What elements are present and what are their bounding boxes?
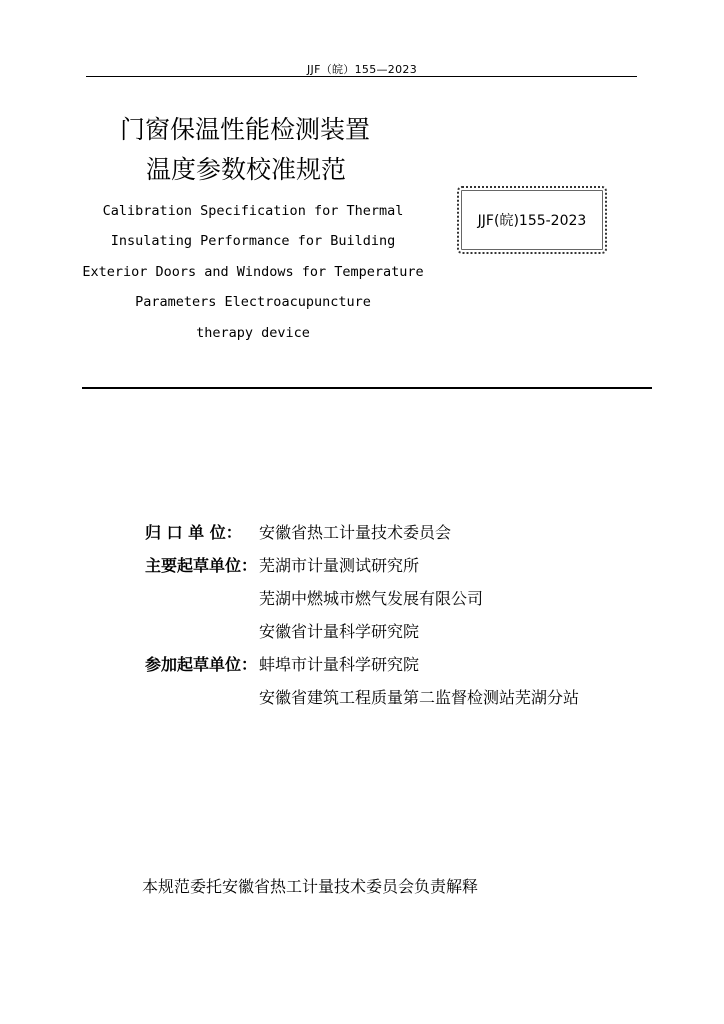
responsible-label: 归 口 单 位： (145, 523, 242, 542)
participating-label: 参加起草单位： (145, 655, 258, 674)
code-box (457, 186, 607, 254)
title-cn-line-2: 温度参数校准规范 (146, 155, 347, 184)
code-box-text: JJF(皖)155-2023 (477, 213, 587, 229)
main-drafters-label: 主要起草单位： (145, 556, 258, 575)
title-en-line: Exterior Doors and Windows for Temperature (82, 263, 424, 280)
title-en (72, 196, 434, 348)
title-en-line: Parameters Electroacupuncture (135, 294, 371, 311)
participating-drafter: 安徽省建筑工程质量第二监督检测站芜湖分站 (259, 688, 580, 707)
interpretation-note: 本规范委托安徽省热工计量技术委员会负责解释 (142, 877, 479, 896)
title-cn-line-1: 门窗保温性能检测装置 (120, 115, 371, 144)
responsible-value: 安徽省热工计量技术委员会 (259, 523, 452, 542)
main-drafter: 芜湖中燃城市燃气发展有限公司 (259, 589, 484, 608)
title-en-line: therapy device (196, 324, 310, 341)
header-rule (86, 76, 637, 77)
participating-drafter: 蚌埠市计量科学研究院 (259, 655, 420, 674)
title-en-line: Calibration Specification for Thermal (102, 203, 404, 219)
title-en-line: Insulating Performance for Building (110, 233, 396, 250)
main-drafter: 安徽省计量科学研究院 (259, 622, 420, 641)
main-drafter: 芜湖市计量测试研究所 (259, 556, 420, 575)
title-divider (82, 387, 652, 389)
header-code: JJF（皖）155—2023 (306, 63, 417, 76)
